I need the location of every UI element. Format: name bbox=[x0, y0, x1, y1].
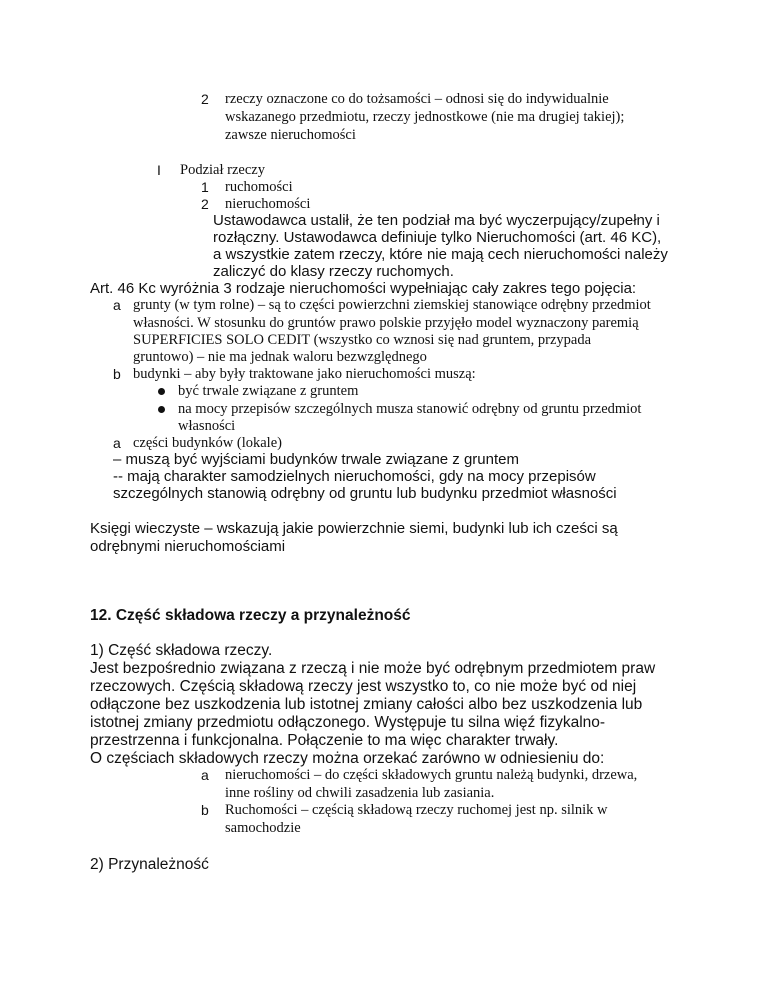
note-line: rozłączny. Ustawodawca definiuje tylko Nieruchomości (art. 46 KC), bbox=[213, 229, 662, 246]
paragraph-line: Księgi wieczyste – wskazują jakie powierzchnie siemi, budynki lub ich cześci są bbox=[90, 520, 618, 537]
bullet-item: własności bbox=[178, 418, 236, 434]
paragraph-line: Jest bezpośrednio związana z rzeczą i nie może być odrębnym przedmiotem praw bbox=[90, 660, 656, 677]
subsection-title: 2) Przynależność bbox=[90, 856, 209, 873]
art46-intro: Art. 46 Kc wyróżnia 3 rodzaje nieruchomości wypełniając cały zakres tego pojęcia: bbox=[90, 280, 637, 297]
list-marker: 2 bbox=[201, 196, 209, 212]
list-item-line: budynki – aby były traktowane jako nieruchomości muszą: bbox=[133, 366, 476, 382]
list-item-line: części budynków (lokale) bbox=[133, 435, 282, 451]
list-item-line: samochodzie bbox=[225, 820, 301, 836]
bullet-icon bbox=[158, 388, 165, 395]
paragraph-line: O częściach składowych rzeczy można orzekać zarówno w odniesieniu do: bbox=[90, 750, 605, 767]
list-item-line: SUPERFICIES SOLO CEDIT (wszystko co wznosi się nad gruntem, przypada bbox=[133, 332, 592, 348]
note-line: Ustawodawca ustalił, że ten podział ma być wyczerpujący/zupełny i bbox=[213, 212, 660, 229]
note-line: zaliczyć do klasy rzeczy ruchomych. bbox=[213, 263, 454, 280]
note-line: a wszystkie zatem rzeczy, które nie mają cech nieruchomości należy bbox=[213, 246, 668, 263]
section-heading: 12. Część składowa rzeczy a przynależność bbox=[90, 607, 411, 624]
list-marker: a bbox=[113, 435, 121, 451]
list-marker: a bbox=[113, 297, 121, 313]
list-marker: a bbox=[201, 767, 209, 783]
list-item: nieruchomości bbox=[225, 196, 311, 212]
list-item-line: zawsze nieruchomości bbox=[225, 127, 356, 143]
paragraph-line: istotnej zmiany przedmiotu odłączonego. Występuje tu silna więź fizykalno- bbox=[90, 714, 606, 731]
sub-line: – muszą być wyjściami budynków trwale związane z gruntem bbox=[113, 451, 519, 468]
paragraph-line: rzeczowych. Częścią składową rzeczy jest wszystko to, co nie może być od niej bbox=[90, 678, 637, 695]
list-item-line: Ruchomości – częścią składową rzeczy ruchomej jest np. silnik w bbox=[225, 802, 608, 818]
list-item: ruchomości bbox=[225, 179, 293, 195]
subsection-title: 1) Część składowa rzeczy. bbox=[90, 642, 273, 659]
list-item-line: nieruchomości – do części składowych gruntu należą budynki, drzewa, bbox=[225, 767, 638, 783]
list-item-line: rzeczy oznaczone co do tożsamości – odnosi się do indywidualnie bbox=[225, 91, 609, 107]
list-marker: 2 bbox=[201, 91, 209, 107]
bullet-icon bbox=[158, 406, 165, 413]
paragraph-line: odrębnymi nieruchomościami bbox=[90, 538, 286, 555]
section-title: Podział rzeczy bbox=[180, 162, 265, 178]
list-item-line: własności. W stosunku do gruntów prawo polskie przyjęło model wyznaczony paremią bbox=[133, 315, 639, 331]
list-item-line: wskazanego przedmiotu, rzeczy jednostkowe (nie ma drugiej takiej); bbox=[225, 109, 625, 125]
list-marker: 1 bbox=[201, 179, 209, 195]
sub-line: -- mają charakter samodzielnych nieruchomości, gdy na mocy przepisów bbox=[113, 468, 596, 485]
list-marker: b bbox=[113, 366, 121, 382]
list-item-line: inne rośliny od chwili zasadzenia lub zasiania. bbox=[225, 785, 495, 801]
list-item-line: grunty (w tym rolne) – są to części powierzchni ziemskiej stanowiące odrębny przedmiot bbox=[133, 297, 651, 313]
paragraph-line: odłączone bez uszkodzenia lub istotnej zmiany całości albo bez uszkodzenia lub bbox=[90, 696, 643, 713]
list-item-line: gruntowo) – nie ma jednak waloru bezwzględnego bbox=[133, 349, 427, 365]
bullet-item: na mocy przepisów szczególnych musza stanowić odrębny od gruntu przedmiot bbox=[178, 401, 642, 417]
roman-marker: I bbox=[157, 162, 161, 178]
list-marker: b bbox=[201, 802, 209, 818]
bullet-item: być trwale związane z gruntem bbox=[178, 383, 359, 399]
paragraph-line: przestrzenna i funkcjonalna. Połączenie to ma więc charakter trwały. bbox=[90, 732, 559, 749]
sub-line: szczególnych stanowią odrębny od gruntu lub budynku przedmiot własności bbox=[113, 485, 617, 502]
